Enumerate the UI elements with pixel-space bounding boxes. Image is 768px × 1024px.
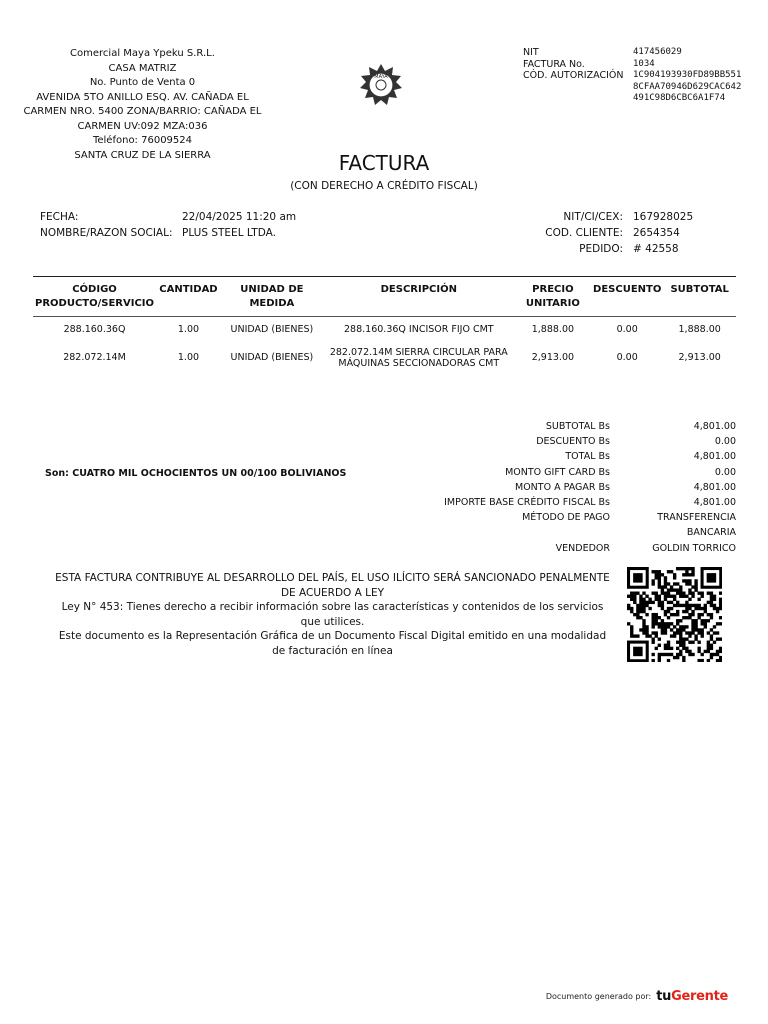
totals-label: SUBTOTAL Bs: [545, 421, 610, 432]
totals-row-discount: [440, 434, 736, 449]
customer-label: NIT/CI/CEX:: [563, 211, 623, 223]
meta-row-authorization-code: [523, 70, 745, 105]
footer-label: Documento generado por:: [545, 992, 652, 1001]
column-header: CANTIDAD: [156, 281, 221, 317]
customer-info-left: [40, 209, 296, 241]
table-cell: 0.00: [616, 324, 638, 336]
totals-label: DESCUENTO Bs: [536, 436, 610, 448]
totals-value: TRANSFERENCIA BANCARIA: [657, 512, 736, 539]
qr-code: [627, 567, 722, 662]
footer-brand-logo: [656, 989, 728, 1004]
table-cell: 2,913.00: [531, 352, 575, 364]
table-cell: 1.00: [177, 352, 200, 364]
customer-label: FECHA:: [40, 211, 79, 223]
logo-text: MAYA: [374, 74, 388, 80]
column-header: SUBTOTAL: [663, 281, 736, 317]
totals-value: 4,801.00: [693, 451, 736, 463]
brand-suffix: Gerente: [671, 989, 728, 1004]
totals-row-payment-method: [440, 510, 736, 540]
legal-notice: [55, 571, 610, 658]
legal-line: Este documento es la Representación Gráfica de un Documento Fiscal Digital emitido en una modalidad de facturación en línea: [58, 630, 607, 657]
invoice-meta: [523, 47, 745, 105]
amount-in-words: Son: CUATRO MIL OCHOCIENTOS UN 00/100 BOLIVIANOS: [45, 468, 347, 479]
customer-label: PEDIDO:: [579, 243, 623, 255]
issuer-block: [20, 47, 265, 163]
meta-label: NIT: [523, 47, 539, 58]
table-cell: 288.160.36Q: [63, 324, 126, 336]
table-cell: 282.072.14M: [63, 352, 126, 364]
table-row: [33, 343, 736, 373]
meta-label: CÓD. AUTORIZACIÓN: [523, 70, 624, 81]
customer-label: COD. CLIENTE:: [545, 227, 623, 239]
table-cell: 0.00: [616, 352, 638, 364]
totals-row-subtotal: [440, 419, 736, 434]
table-row: [33, 317, 736, 344]
issuer-address-line: AVENIDA 5TO ANILLO ESQ. AV. CAÑADA EL: [36, 91, 249, 103]
document-subtitle: (CON DERECHO A CRÉDITO FISCAL): [290, 180, 478, 192]
customer-row-nit: [520, 209, 693, 225]
customer-info-right: [520, 209, 693, 257]
totals-value: 4,801.00: [693, 481, 736, 493]
logo-seal-icon: [358, 62, 404, 108]
customer-row-date: [40, 209, 296, 225]
totals-row-gift-card: [440, 465, 736, 480]
items-table: [33, 281, 736, 373]
table-top-rule: [33, 276, 736, 277]
customer-value: 167928025: [633, 211, 694, 223]
meta-row-nit: [523, 47, 745, 59]
qr-code-icon: [627, 567, 722, 662]
totals-row-seller: [440, 541, 736, 556]
totals-label: MÉTODO DE PAGO: [522, 512, 610, 524]
issuer-branch: CASA MATRIZ: [108, 62, 177, 74]
legal-line: Ley N° 453: Tienes derecho a recibir información sobre las características y contenidos de los servicios que utilices.: [61, 601, 604, 628]
column-header: PRECIO UNITARIO: [515, 281, 591, 317]
totals-value: 4,801.00: [693, 497, 736, 509]
customer-row-client-code: [520, 225, 693, 241]
totals-label: MONTO GIFT CARD Bs: [505, 466, 610, 478]
table-header-row: [33, 281, 736, 317]
document-title: FACTURA: [338, 151, 430, 175]
issuer-phone: Teléfono: 76009524: [92, 135, 193, 146]
issuer-point-of-sale: No. Punto de Venta 0: [89, 77, 196, 88]
column-header: DESCUENTO: [591, 281, 663, 317]
totals-row-amount-due: [440, 480, 736, 495]
table-cell: 1,888.00: [678, 324, 721, 336]
legal-line: ESTA FACTURA CONTRIBUYE AL DESARROLLO DEL PAÍS, EL USO ILÍCITO SERÁ SANCIONADO PENALMENTE DE ACUERDO A LEY: [55, 572, 610, 599]
meta-value: 1C904193930FD89BB5518CFAA70946D629CAC642491C98D6CBC6A1F74: [633, 70, 742, 103]
meta-label: FACTURA No.: [523, 58, 585, 70]
totals-row-tax-base: [440, 495, 736, 510]
customer-value: 22/04/2025 11:20 am: [182, 211, 297, 223]
meta-value: 1034: [633, 58, 655, 69]
totals-value: 4,801.00: [693, 421, 736, 432]
table-cell: 1.00: [177, 324, 200, 336]
totals-value: 0.00: [714, 436, 736, 448]
company-logo: [358, 62, 404, 108]
totals-label: VENDEDOR: [555, 542, 610, 554]
totals-value: GOLDIN TORRICO: [652, 542, 736, 554]
table-cell: UNIDAD (BIENES): [230, 324, 314, 336]
issuer-address-line: CARMEN UV:092 MZA:036: [77, 120, 208, 132]
column-header: DESCRIPCIÓN: [323, 281, 515, 317]
column-header: UNIDAD DE MEDIDA: [221, 281, 323, 317]
meta-value: 417456029: [633, 47, 682, 57]
totals-row-total: [440, 449, 736, 464]
table-cell: 1,888.00: [531, 324, 575, 336]
customer-value: # 42558: [633, 243, 679, 255]
meta-row-invoice-number: [523, 59, 745, 71]
table-cell: 282.072.14M SIERRA CIRCULAR PARA MÁQUINAS SECCIONADORAS CMT: [329, 346, 508, 369]
totals-value: 0.00: [714, 466, 736, 478]
table-cell: UNIDAD (BIENES): [230, 352, 314, 364]
totals-block: [440, 419, 736, 556]
issuer-name: Comercial Maya Ypeku S.R.L.: [70, 48, 215, 59]
totals-label: TOTAL Bs: [565, 451, 610, 463]
totals-label: MONTO A PAGAR Bs: [515, 481, 610, 493]
issuer-city: SANTA CRUZ DE LA SIERRA: [74, 149, 211, 161]
table-cell: 288.160.36Q INCISOR FIJO CMT: [344, 324, 494, 336]
customer-label: NOMBRE/RAZON SOCIAL:: [40, 227, 173, 239]
brand-prefix: tu: [656, 989, 672, 1004]
customer-row-order: [520, 241, 693, 257]
issuer-address-line: CARMEN NRO. 5400 ZONA/BARRIO: CAÑADA EL: [23, 106, 262, 117]
table-cell: 2,913.00: [678, 352, 721, 364]
customer-row-name: [40, 225, 296, 241]
totals-label: IMPORTE BASE CRÉDITO FISCAL Bs: [444, 497, 610, 509]
footer-credit: [546, 989, 728, 1004]
customer-value: PLUS STEEL LTDA.: [182, 227, 276, 239]
column-header: CÓDIGO PRODUCTO/SERVICIO: [33, 281, 156, 317]
customer-value: 2654354: [633, 227, 680, 239]
